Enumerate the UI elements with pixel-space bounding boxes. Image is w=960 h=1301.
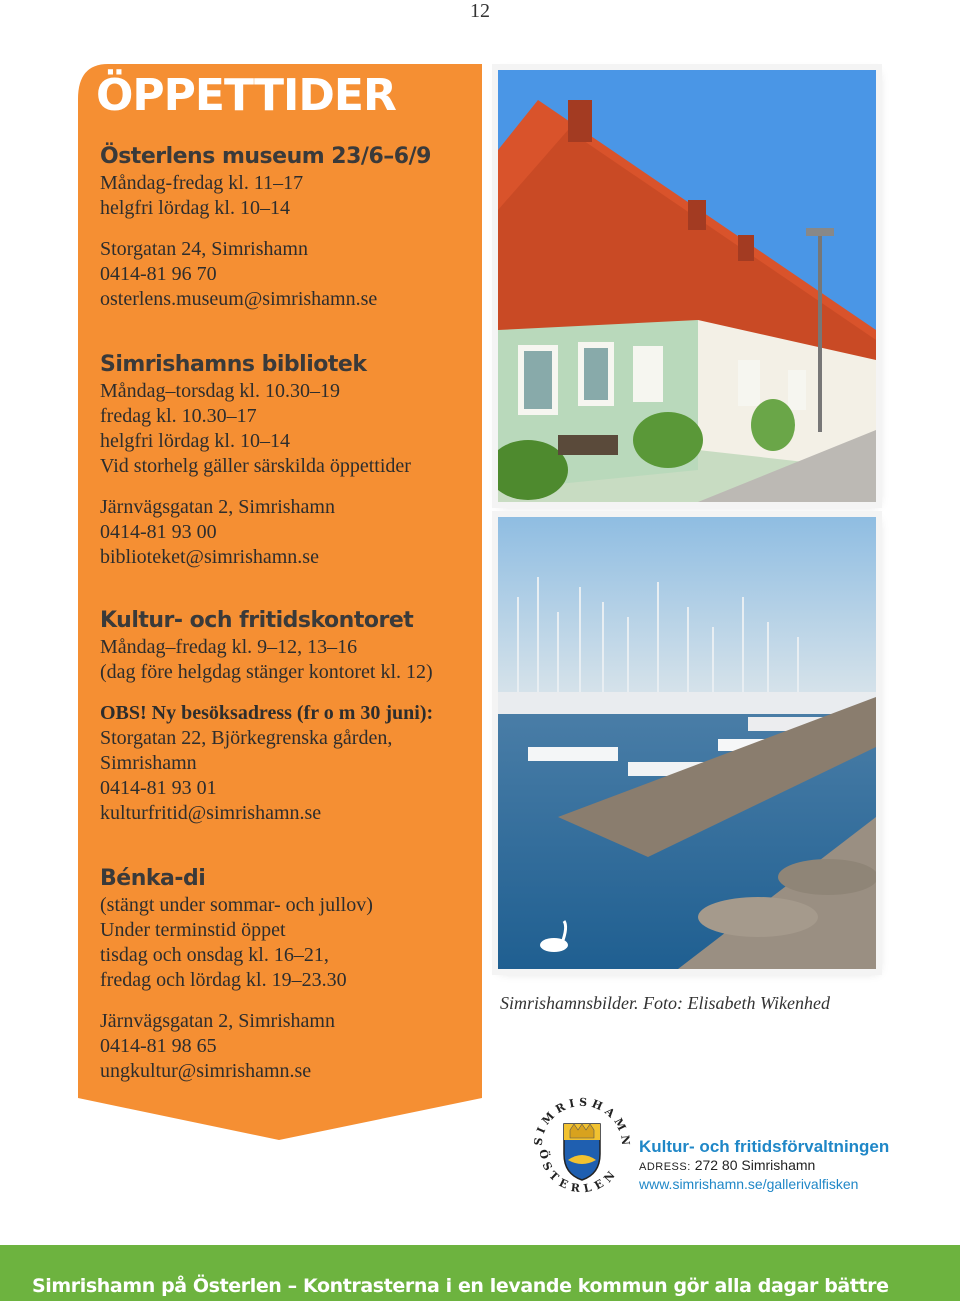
museum-phone: 0414-81 96 70 xyxy=(100,263,217,285)
library-heading: Simrishamns bibliotek xyxy=(100,352,367,377)
logo-ring-top: SIMRISHAMN xyxy=(531,1095,633,1150)
benka-phone: 0414-81 98 65 xyxy=(100,1035,217,1057)
office-section xyxy=(100,608,480,826)
benka-hours-line: tisdag och onsdag kl. 16–21, xyxy=(100,944,329,966)
harbour-photo xyxy=(498,517,876,969)
office-phone: 0414-81 93 01 xyxy=(100,777,217,799)
logo-ring-bottom: ÖSTERLEN xyxy=(536,1148,622,1196)
office-hours-line: Måndag–fredag kl. 9–12, 13–16 xyxy=(100,636,358,658)
address-value: 272 80 Simrishamn xyxy=(694,1157,816,1173)
photo-caption: Simrishamnsbilder. Foto: Elisabeth Wikenhed xyxy=(500,993,830,1013)
office-address: Simrishamn xyxy=(100,752,197,774)
office-email[interactable]: kulturfritid@simrishamn.se xyxy=(100,802,322,824)
museum-address: Storgatan 24, Simrishamn xyxy=(100,238,308,260)
office-notice: OBS! Ny besöksadress (fr o m 30 juni): xyxy=(100,702,434,724)
benka-address: Järnvägsgatan 2, Simrishamn xyxy=(100,1010,335,1032)
office-heading: Kultur- och fritidskontoret xyxy=(100,608,414,633)
simrishamn-coat-of-arms-logo xyxy=(530,1090,634,1198)
benka-hours-line: Under terminstid öppet xyxy=(100,919,286,941)
museum-heading: Österlens museum 23/6–6/9 xyxy=(100,144,431,169)
library-hours-line: fredag kl. 10.30–17 xyxy=(100,405,257,427)
benka-heading: Bénka-di xyxy=(100,866,206,891)
contact-block xyxy=(639,1137,889,1193)
museum-section xyxy=(100,144,480,312)
office-address: Storgatan 22, Björkegrenska gården, xyxy=(100,727,393,749)
library-email[interactable]: biblioteket@simrishamn.se xyxy=(100,546,319,568)
office-hours-line: (dag före helgdag stänger kontoret kl. 12) xyxy=(100,661,433,683)
contact-title: Kultur- och fritidsförvaltningen xyxy=(639,1137,890,1156)
benka-hours-line: (stängt under sommar- och jullov) xyxy=(100,894,373,916)
benka-hours-line: fredag och lördag kl. 19–23.30 xyxy=(100,969,347,991)
footer-bar xyxy=(0,1245,960,1301)
library-hours-line: helgfri lördag kl. 10–14 xyxy=(100,430,290,452)
museum-hours-line: Måndag-fredag kl. 11–17 xyxy=(100,172,304,194)
library-phone: 0414-81 93 00 xyxy=(100,521,217,543)
library-address: Järnvägsgatan 2, Simrishamn xyxy=(100,496,335,518)
museum-email[interactable]: osterlens.museum@simrishamn.se xyxy=(100,288,378,310)
benka-email[interactable]: ungkultur@simrishamn.se xyxy=(100,1060,312,1082)
library-hours-line: Vid storhelg gäller särskilda öppettider xyxy=(100,455,411,477)
library-hours-line: Måndag–torsdag kl. 10.30–19 xyxy=(100,380,340,402)
benka-section xyxy=(100,866,480,1084)
library-section xyxy=(100,352,480,570)
contact-address xyxy=(639,1157,889,1176)
street-houses-photo xyxy=(498,70,876,502)
contact-url-link[interactable]: www.simrishamn.se/gallerivalfisken xyxy=(639,1176,859,1192)
footer-slogan: Simrishamn på Österlen – Kontrasterna i en levande kommun gör alla dagar bättre xyxy=(32,1275,889,1297)
page-number: 12 xyxy=(470,0,490,22)
page-title: ÖPPETTIDER xyxy=(96,70,396,121)
opening-hours-panel xyxy=(78,64,482,1144)
museum-hours-line: helgfri lördag kl. 10–14 xyxy=(100,197,290,219)
address-label: ADRESS: xyxy=(639,1161,691,1173)
